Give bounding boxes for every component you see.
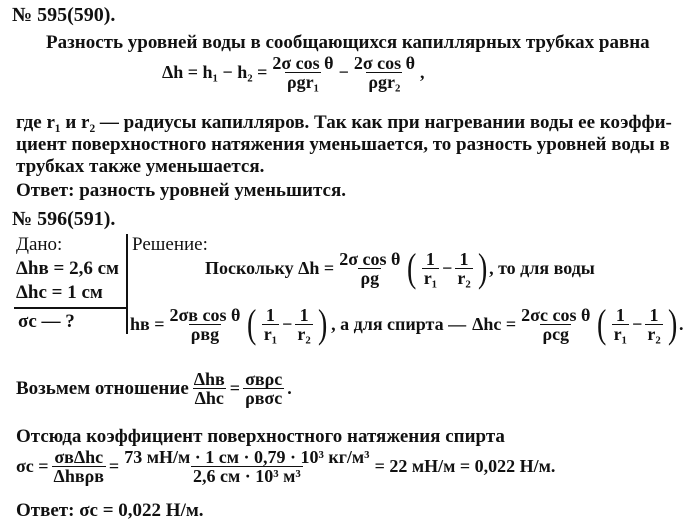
denominator: r₂	[297, 323, 311, 344]
calc-lhs: σс =	[16, 456, 49, 476]
denominator: ρgr₁	[286, 72, 319, 92]
problem-number: № 595(590).	[12, 4, 116, 26]
left-paren: (	[407, 245, 417, 290]
fraction	[612, 306, 629, 343]
denominator: ρgr₂	[368, 72, 401, 92]
fraction	[122, 448, 371, 485]
denominator: r₁	[423, 267, 438, 288]
fraction	[422, 250, 439, 287]
text-line: трубках также уменьшается.	[16, 156, 265, 177]
denominator: ρвg	[190, 323, 220, 344]
hc-lhs: Δhс =	[472, 313, 517, 334]
calculation-line: σс = $\frac{\text{σвΔhс}}{\text{Δhвρв}}$ = $\frac{\text{73 мН/м · 1 см · 0,79 · 10³ кг/м³}}{\text{2,6 см · 10³ м³}}$ = 22 мН/м = 0,022 Н/м.	[16, 447, 556, 486]
text-line: Отсюда коэффициент поверхностного натяжения спирта	[16, 426, 505, 447]
fraction-2	[352, 54, 417, 91]
answer-line: Ответ: σс = 0,022 Н/м.	[16, 500, 204, 521]
denominator: Δhс	[194, 388, 224, 408]
denominator: r₂	[457, 267, 471, 288]
ratio-text: Возьмем отношение	[16, 377, 189, 399]
numerator: 2σс cos θ	[521, 304, 591, 325]
fraction	[455, 250, 472, 287]
text-line: циент поверхностного натяжения уменьшается, то разность уровней воды в	[16, 134, 670, 155]
denominator: ρg	[360, 267, 380, 288]
given-value: Δhв = 2,6 см	[16, 258, 119, 279]
numerator: σвΔhс	[54, 447, 104, 467]
fraction	[52, 448, 106, 485]
numerator: 2σ cos θ	[272, 53, 334, 73]
numerator: 1	[615, 304, 625, 325]
and-alcohol-text: , а для спирта —	[331, 313, 467, 334]
hw-lhs: hв =	[130, 313, 165, 334]
fraction	[243, 370, 284, 407]
fraction	[168, 306, 243, 343]
denominator: 2,6 см · 10³ м³	[192, 466, 301, 486]
denominator: ρсg	[542, 323, 570, 344]
numerator: 1	[299, 304, 309, 325]
denominator: Δhвρв	[53, 466, 104, 486]
fraction	[645, 306, 662, 343]
formula-delta-h	[162, 54, 425, 91]
ratio-line: Возьмем отношение $\frac{\text{Δhв}}{\text{Δhс}}$ = $\frac{\text{σвρс}}{\text{ρвσс}}$ .	[16, 369, 292, 408]
period: .	[679, 313, 684, 334]
numerator: 73 мН/м · 1 см · 0,79 · 10³ кг/м³	[124, 447, 370, 467]
for-water-text: , то для воды	[489, 257, 595, 278]
problem-intro: Разность уровней воды в сообщающихся капиллярных трубках равна	[46, 32, 650, 53]
answer-line: Ответ: разность уровней уменьшится.	[16, 180, 346, 201]
text-line: где r₁ и r₂ — радиусы капилляров. Так как при нагревании воды ее коэффи-	[16, 112, 672, 133]
given-separator	[126, 234, 128, 334]
left-paren: (	[597, 301, 607, 346]
formula-since: Поскольку Δh = $\frac{\text{2σ cos θ}}{\rho g}$ ( $\frac{1}{\text{r₁}}$ − $\frac{1}{\text{r₂}}$ ) , то для воды	[205, 245, 595, 290]
problem-number: № 596(591).	[12, 208, 116, 230]
numerator: 1	[649, 304, 659, 325]
numerator: 2σ cos θ	[353, 53, 416, 73]
solution-title: Решение:	[132, 234, 208, 255]
fraction	[262, 306, 279, 343]
numerator: 1	[425, 248, 435, 269]
right-paren: )	[477, 245, 488, 290]
fraction-1	[270, 54, 335, 91]
numerator: σвρс	[245, 369, 283, 389]
find-value: σс — ?	[18, 311, 75, 332]
fraction	[337, 250, 402, 287]
given-divider	[14, 307, 126, 309]
calc-result: = 22 мН/м = 0,022 Н/м.	[374, 456, 556, 476]
since-text: Поскольку Δh =	[205, 257, 335, 278]
fraction	[192, 370, 227, 407]
numerator: 2σв cos θ	[169, 304, 241, 325]
comma: ,	[420, 62, 425, 82]
numerator: 1	[265, 304, 275, 325]
given-title: Дано:	[16, 234, 63, 255]
formula-water-alcohol: hв = $\frac{\text{2σв cos θ}}{\text{ρвg}}$ ( $\frac{1}{\text{r₁}}$ − $\frac{1}{\text{r₂}}$ ) , а для спирта — Δhс = $\frac{\text{2σс cos θ}}{\text{ρсg}}$ ( $\frac{1}{\text{r₁}}$ − $\frac{1}{\text{r₂}}$ ) .	[130, 301, 684, 346]
numerator: 2σ cos θ	[339, 248, 401, 269]
right-paren: )	[317, 301, 328, 346]
denominator: r₁	[613, 323, 628, 344]
right-paren: )	[667, 301, 678, 346]
given-value: Δhс = 1 см	[16, 282, 103, 303]
fraction	[519, 306, 592, 343]
formula-lhs: Δh = h₁ − h₂ =	[162, 62, 268, 82]
fraction	[295, 306, 312, 343]
denominator: r₁	[263, 323, 278, 344]
denominator: ρвσс	[245, 388, 283, 408]
denominator: r₂	[647, 323, 661, 344]
numerator: Δhв	[193, 369, 225, 389]
minus-sign: −	[338, 62, 349, 82]
numerator: 1	[459, 248, 469, 269]
left-paren: (	[247, 301, 257, 346]
